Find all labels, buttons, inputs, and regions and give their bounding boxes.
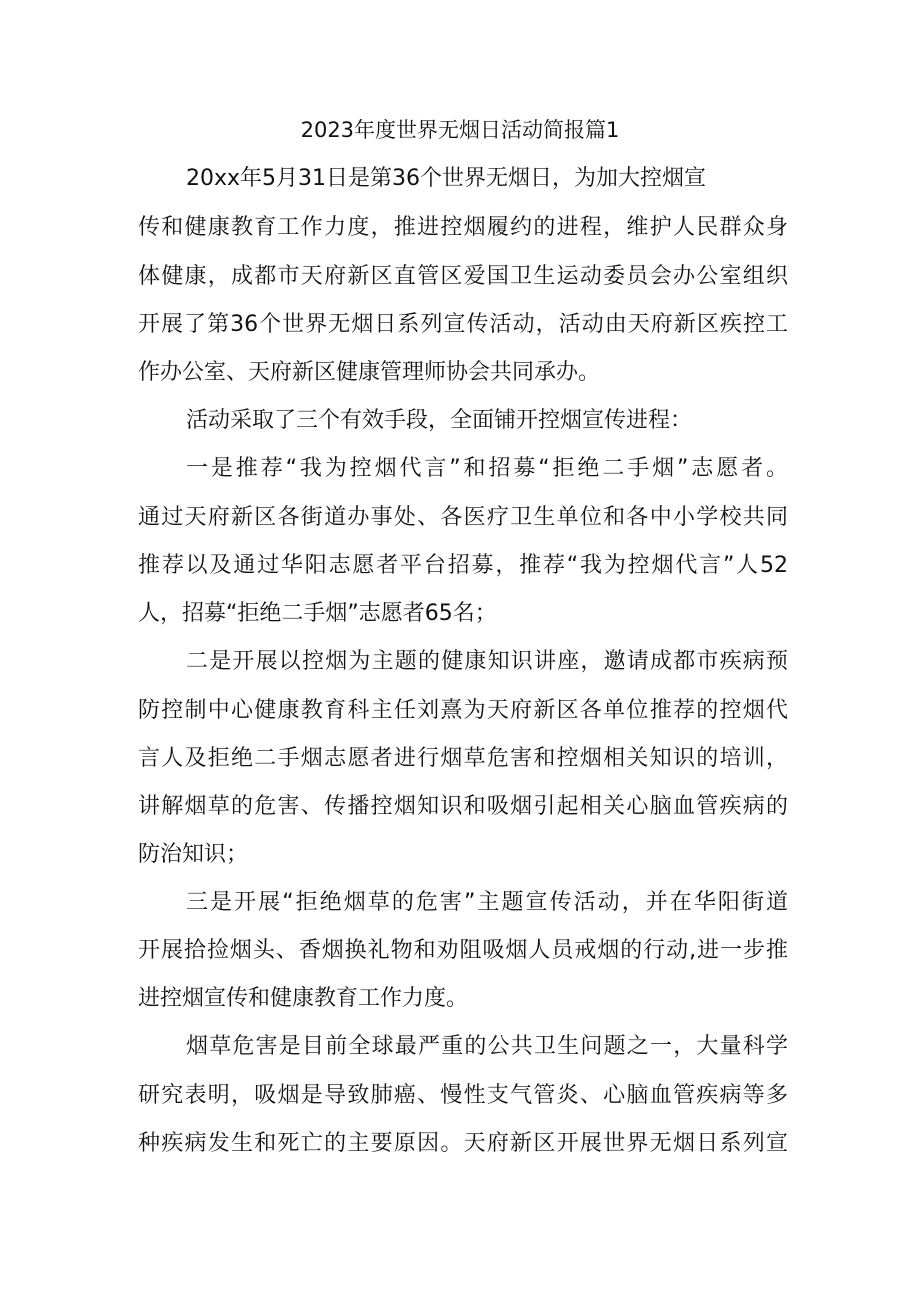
paragraph-line: 种疾病发生和死亡的主要原因。天府新区开展世界无烟日系列宣 (138, 1131, 788, 1156)
paragraph-line: 言人及拒绝二手烟志愿者进行烟草危害和控烟相关知识的培训， (138, 746, 788, 771)
paragraph-line: 讲解烟草的危害、传播控烟知识和吸烟引起相关心脑血管疾病的 (138, 794, 788, 819)
paragraph-line: 一是推荐“我为控烟代言”和招募“拒绝二手烟”志愿者。 (186, 456, 788, 481)
paragraph-line: 活动采取了三个有效手段，全面铺开控烟宣传进程： (186, 408, 693, 433)
paragraph-line: 传和健康教育工作力度，推进控烟履约的进程，维护人民群众身 (138, 215, 788, 240)
paragraph-line: 开展拾捡烟头、香烟换礼物和劝阻吸烟人员戒烟的行动,进一步推 (138, 938, 788, 963)
paragraph-line: 20xx年5月31日是第36个世界无烟日，为加大控烟宣 (186, 166, 707, 191)
paragraph-line: 防治知识； (138, 842, 249, 867)
paragraph-line: 烟草危害是目前全球最严重的公共卫生问题之一，大量科学 (186, 1034, 788, 1059)
document-title: 2023年度世界无烟日活动简报篇1 (300, 118, 620, 142)
paragraph-line: 通过天府新区各街道办事处、各医疗卫生单位和各中小学校共同 (138, 505, 788, 530)
paragraph-line: 防控制中心健康教育科主任刘熹为天府新区各单位推荐的控烟代 (138, 698, 788, 723)
paragraph-line: 推荐以及通过华阳志愿者平台招募，推荐“我为控烟代言”人52 (138, 553, 788, 578)
paragraph-line: 三是开展“拒绝烟草的危害”主题宣传活动，并在华阳街道 (186, 890, 788, 915)
paragraph-line: 体健康，成都市天府新区直管区爱国卫生运动委员会办公室组织 (138, 264, 788, 289)
paragraph-line: 进控烟宣传和健康教育工作力度。 (138, 986, 469, 1011)
paragraph-line: 开展了第36个世界无烟日系列宣传活动，活动由天府新区疾控工 (138, 312, 788, 337)
paragraph-line: 二是开展以控烟为主题的健康知识讲座，邀请成都市疾病预 (186, 649, 788, 674)
paragraph-line: 人，招募“拒绝二手烟”志愿者65名； (138, 601, 497, 626)
paragraph-line: 作办公室、天府新区健康管理师协会共同承办。 (138, 360, 601, 385)
paragraph-line: 研究表明，吸烟是导致肺癌、慢性支气管炎、心脑血管疾病等多 (138, 1083, 788, 1108)
